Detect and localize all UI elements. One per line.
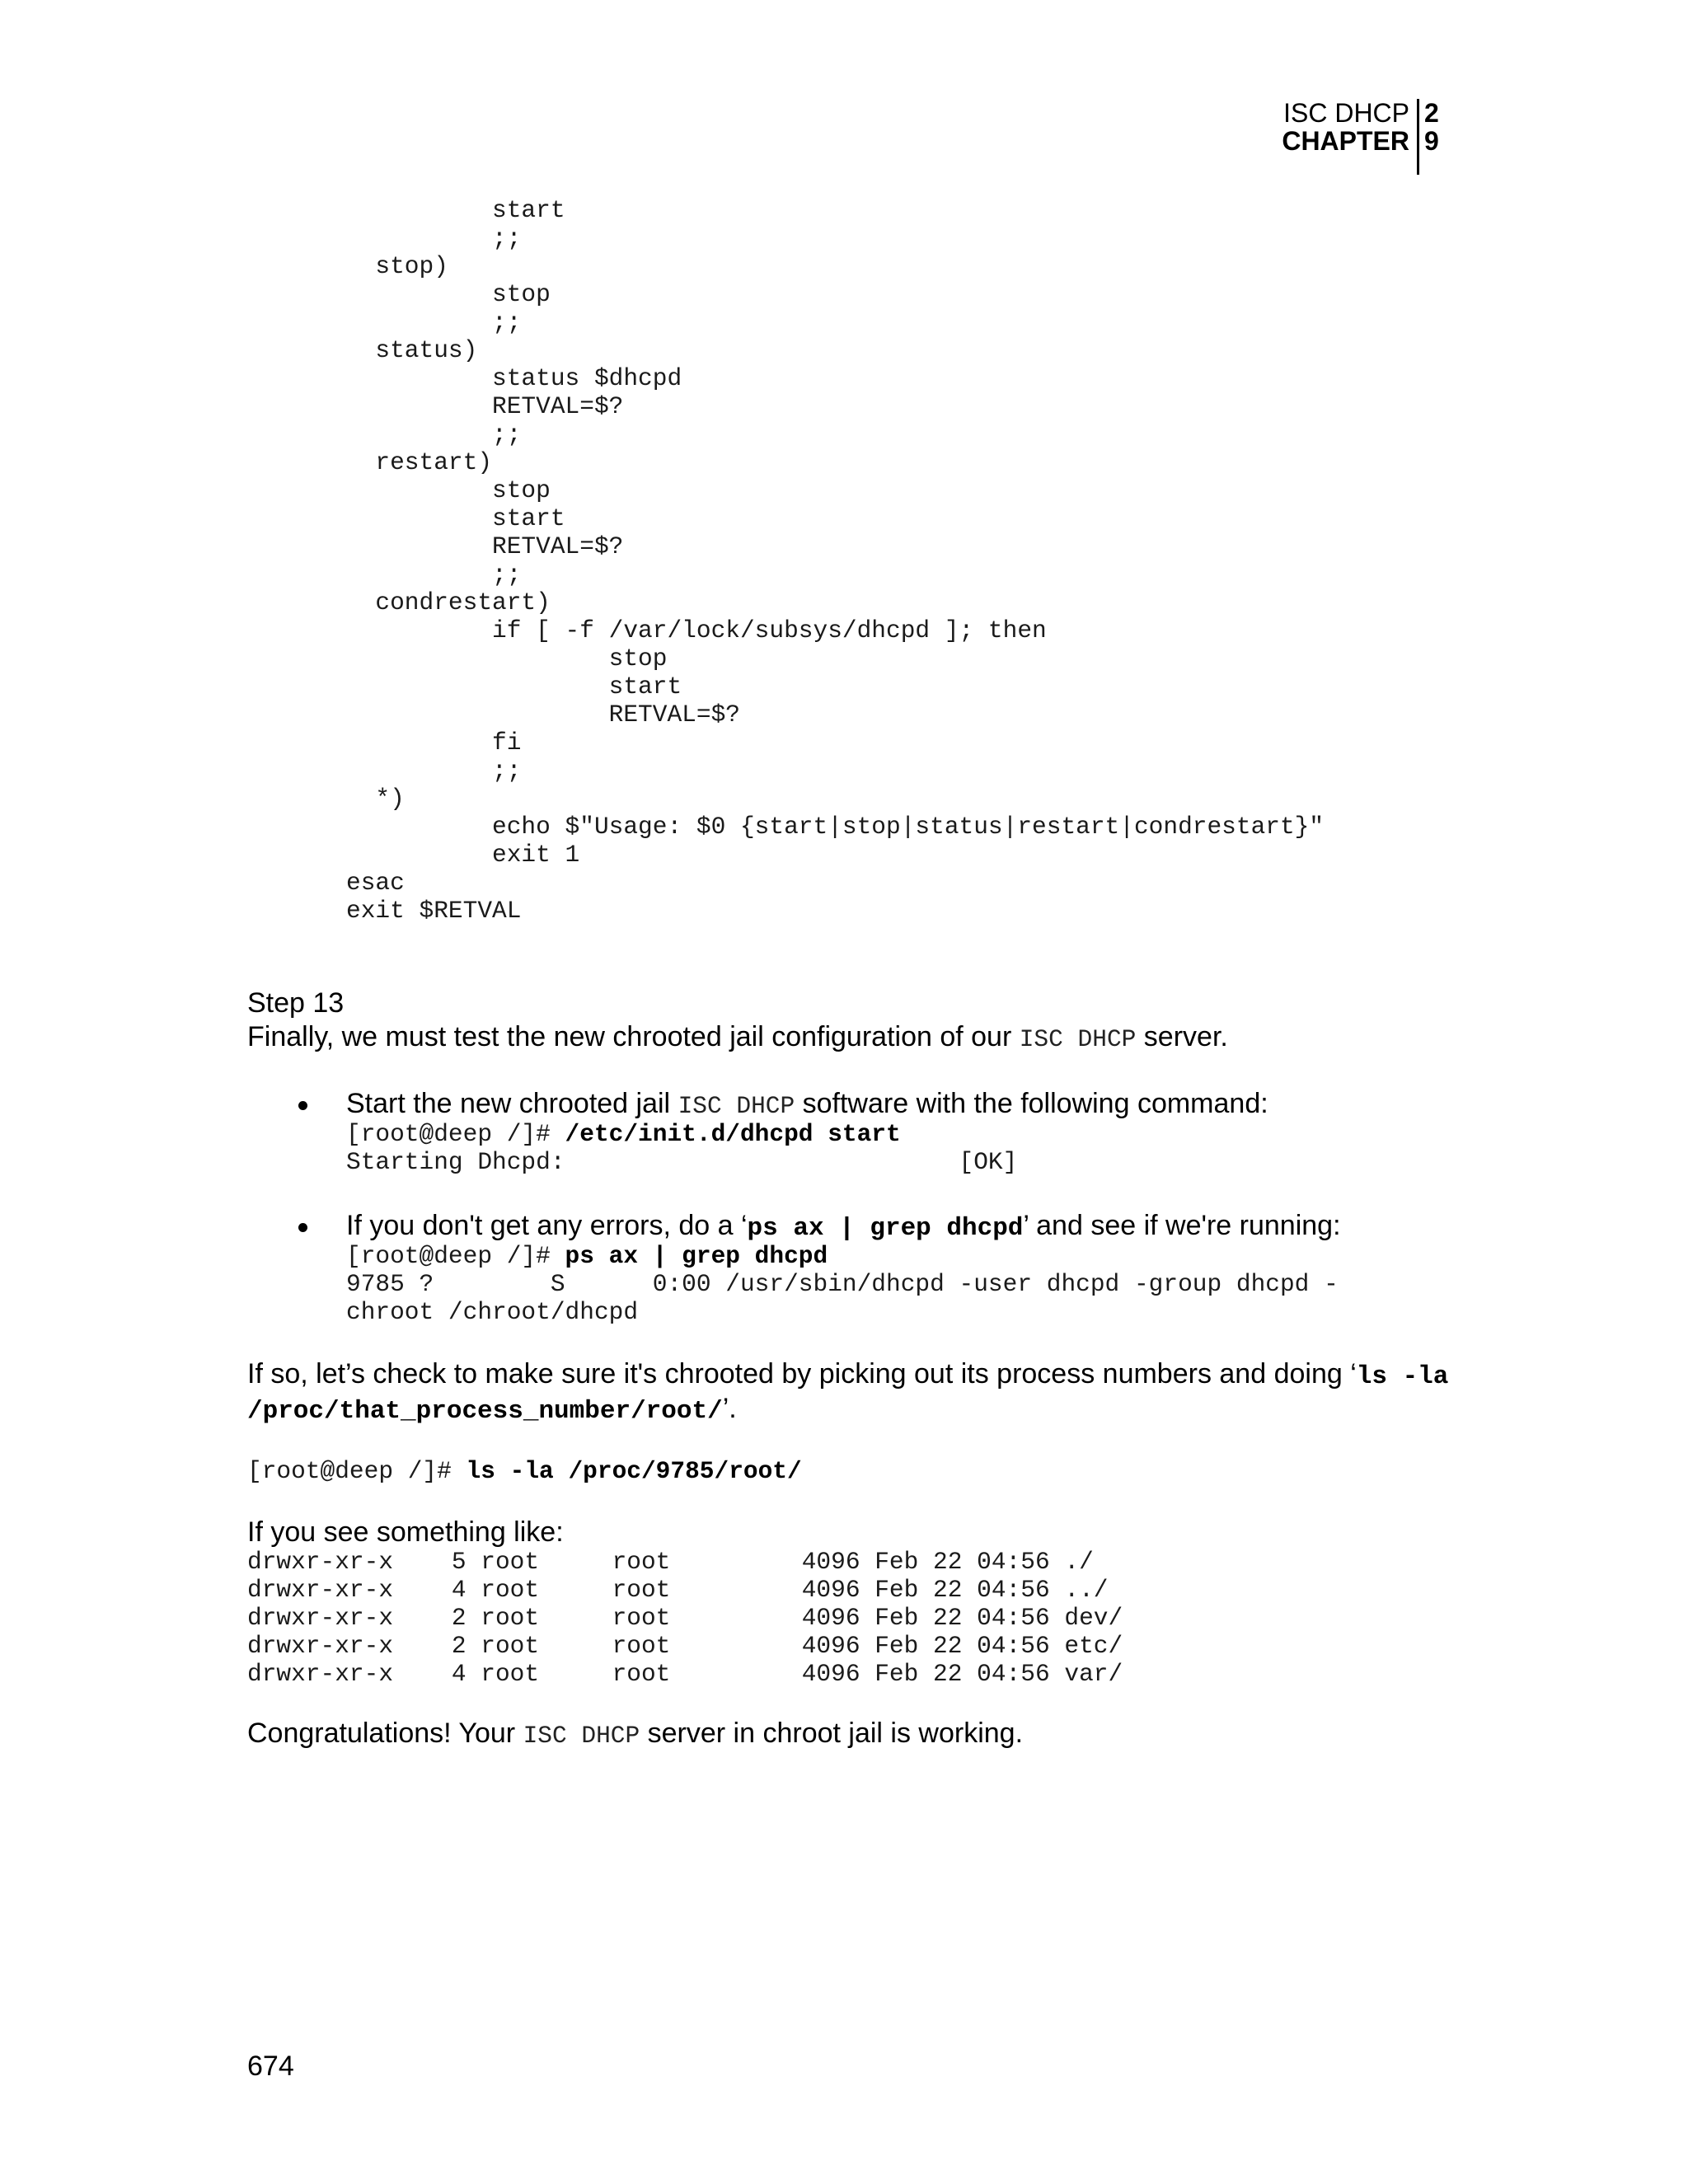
congratulations-text <box>247 1716 1023 1753</box>
congrats-product: ISC DHCP <box>523 1722 640 1750</box>
ls-command-code <box>247 1457 802 1485</box>
bullet-1-prompt: [root@deep /]# <box>346 1120 565 1148</box>
step-desc-product: ISC DHCP <box>1019 1025 1137 1053</box>
bullet-2-inline-command: ps ax | grep dhcpd <box>747 1214 1024 1243</box>
check-text-end: ’. <box>722 1393 737 1424</box>
bullet-1-code <box>346 1120 1017 1176</box>
step-description <box>247 1019 1228 1057</box>
bullet-1-product: ISC DHCP <box>678 1092 795 1120</box>
bullet-2-output: 9785 ? S 0:00 /usr/sbin/dhcpd -user dhcpd -group dhcpd - chroot /chroot/dhcpd <box>346 1270 1339 1326</box>
bullet-1-text <box>346 1086 1268 1123</box>
header-chapter-digit-1: 2 <box>1424 98 1439 128</box>
running-header <box>1113 97 1442 176</box>
header-title: ISC DHCP <box>1283 98 1409 128</box>
step-desc-text: Finally, we must test the new chrooted jail configuration of our <box>247 1021 1020 1052</box>
ls-prompt: [root@deep /]# <box>247 1457 467 1485</box>
check-paragraph-line-1 <box>247 1357 1448 1394</box>
step-title: Step 13 <box>247 987 345 1019</box>
page-number: 674 <box>247 2050 294 2082</box>
bullet-2-text-start: If you don't get any errors, do a ‘ <box>346 1210 748 1241</box>
directory-listing: drwxr-xr-x 5 root root 4096 Feb 22 04:56 ./ drwxr-xr-x 4 root root 4096 Feb 22 04:56 ../ drwxr-xr-x 2 root root 4096 Feb 22 04:56 dev/ drwxr-xr-x 2 root root 4096 Feb 22 04:56 etc/ drwxr-xr-x 4 root root 4096 Feb 22 04:56 var/ <box>247 1548 1123 1688</box>
bullet-2-text-end: ’ and see if we're running: <box>1023 1210 1341 1241</box>
header-chapter-digit-2: 9 <box>1424 126 1439 156</box>
header-divider <box>1417 99 1419 175</box>
bullet-2-prompt: [root@deep /]# <box>346 1242 565 1270</box>
check-inline-command-1: ls -la <box>1356 1362 1449 1391</box>
congrats-end: server in chroot jail is working. <box>640 1718 1024 1749</box>
bullet-1-output: Starting Dhcpd: [OK] <box>346 1148 1018 1176</box>
see-something-text: If you see something like: <box>247 1516 564 1548</box>
header-chapter-label: CHAPTER <box>1282 126 1409 156</box>
check-paragraph-line-2 <box>247 1391 737 1429</box>
ls-command: ls -la /proc/9785/root/ <box>466 1457 802 1485</box>
bullet-1-command: /etc/init.d/dhcpd start <box>565 1120 901 1148</box>
check-text: If so, let’s check to make sure it's chrooted by picking out its process numbers and doing ‘ <box>247 1358 1357 1390</box>
bullet-icon <box>298 1223 307 1232</box>
step-desc-tail: server. <box>1136 1021 1228 1052</box>
bullet-2-command: ps ax | grep dhcpd <box>565 1242 828 1270</box>
congrats-start: Congratulations! Your <box>247 1718 523 1749</box>
bullet-1-text-start: Start the new chrooted jail <box>346 1088 678 1119</box>
bullet-2-text <box>346 1208 1341 1246</box>
bullet-icon <box>298 1101 307 1110</box>
bullet-1-text-end: software with the following command: <box>795 1088 1268 1119</box>
check-inline-command-2: /proc/that_process_number/root/ <box>247 1397 723 1426</box>
bullet-2-code <box>346 1242 1339 1326</box>
init-script-code: start ;; stop) stop ;; status) status $dhcpd RETVAL=$? ;; restart) stop start RETVAL=$? ;; condrestart) if [ -f /var/lock/subsys/dhcpd ]; then stop start RETVAL=$? fi ;; *) echo $"Usage: $0 {start|stop|status|restart|condrestart}" exit 1 esac exit $RETVAL <box>346 196 1325 925</box>
